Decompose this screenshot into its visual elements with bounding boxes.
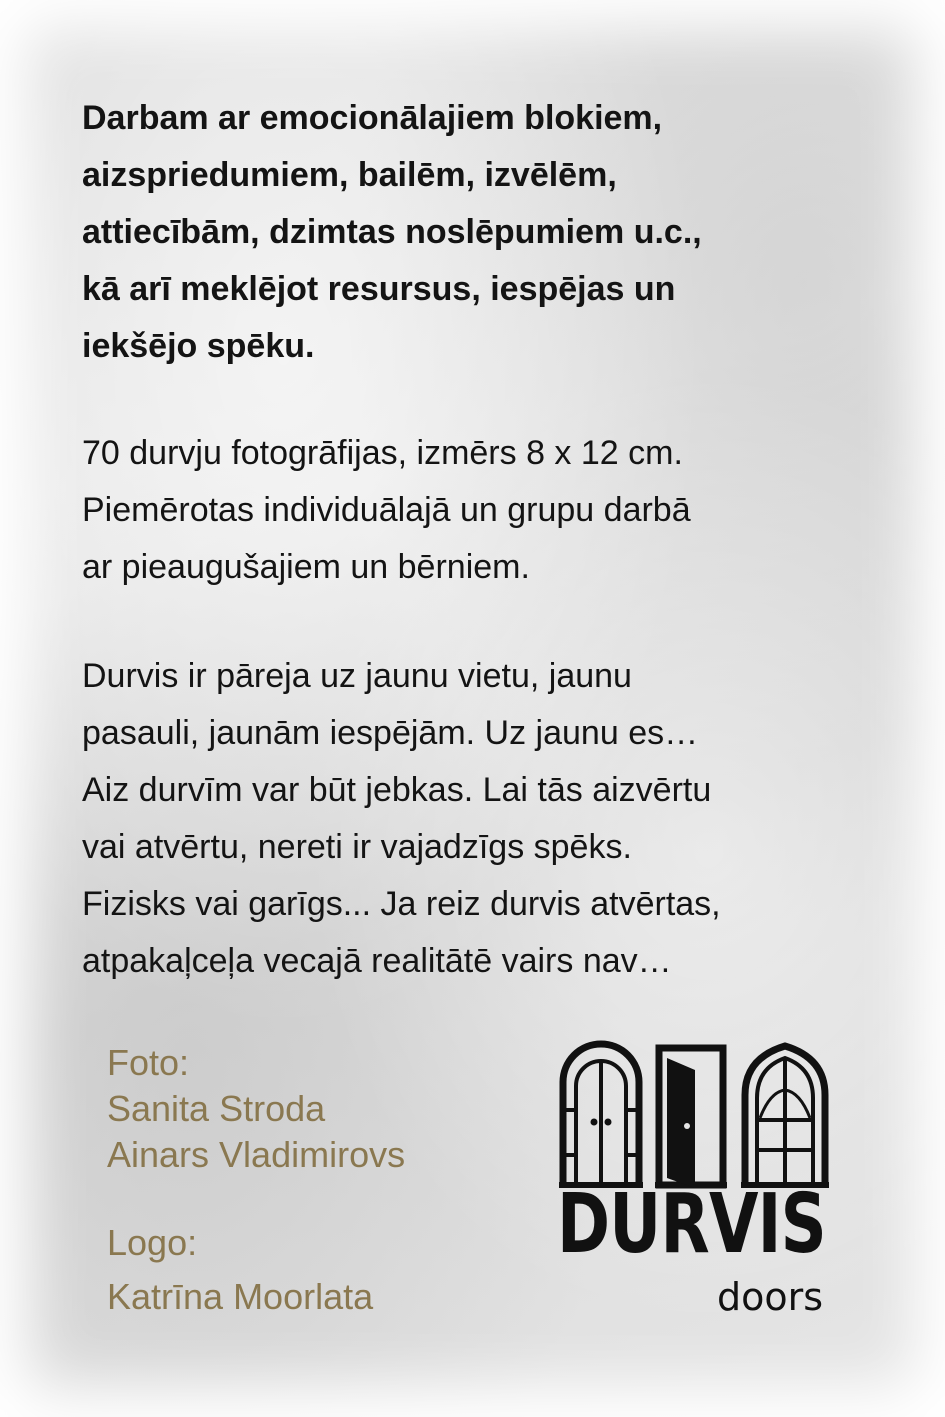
intro-paragraph — [82, 90, 882, 375]
doors-icon — [555, 1040, 840, 1190]
description-line: vai atvērtu, nereti ir vajadzīgs spēks. — [82, 828, 632, 866]
logo-credits — [107, 1220, 373, 1320]
intro-line: Darbam ar emocionālajiem blokiem, — [82, 99, 663, 137]
logo-subtitle: doors — [717, 1275, 824, 1319]
photo-credits — [107, 1040, 405, 1178]
intro-line: iekšējo spēku. — [82, 327, 315, 365]
description-line: Aiz durvīm var būt jebkas. Lai tās aizvērtu — [82, 771, 712, 809]
intro-line: attiecībām, dzimtas noslēpumiem u.c., — [82, 213, 702, 251]
specs-line: 70 durvju fotogrāfijas, izmērs 8 x 12 cm. — [82, 434, 683, 472]
logo-wordmark: DURVIS — [557, 1177, 826, 1272]
photographer-name: Sanita Stroda — [107, 1088, 326, 1129]
specs-paragraph — [82, 425, 882, 596]
intro-line: kā arī meklējot resursus, iespējas un — [82, 270, 676, 308]
intro-line: aizspriedumiem, bailēm, izvēlēm, — [82, 156, 617, 194]
photographer-name: Ainars Vladimirovs — [107, 1134, 406, 1175]
description-line: pasauli, jaunām iespējām. Uz jaunu es… — [82, 714, 699, 752]
foto-label: Foto: — [107, 1042, 190, 1083]
durvis-logo — [555, 1040, 840, 1325]
specs-line: ar pieaugušajiem un bērniem. — [82, 548, 530, 586]
description-paragraph — [82, 648, 902, 990]
description-line: Fizisks vai garīgs... Ja reiz durvis atvērtas, — [82, 885, 721, 923]
logo-author: Katrīna Moorlata — [107, 1276, 374, 1317]
description-line: Durvis ir pāreja uz jaunu vietu, jaunu — [82, 657, 632, 695]
specs-line: Piemērotas individuālajā un grupu darbā — [82, 491, 691, 529]
description-line: atpakaļceļa vecajā realitātē vairs nav… — [82, 942, 672, 980]
logo-label: Logo: — [107, 1222, 198, 1263]
